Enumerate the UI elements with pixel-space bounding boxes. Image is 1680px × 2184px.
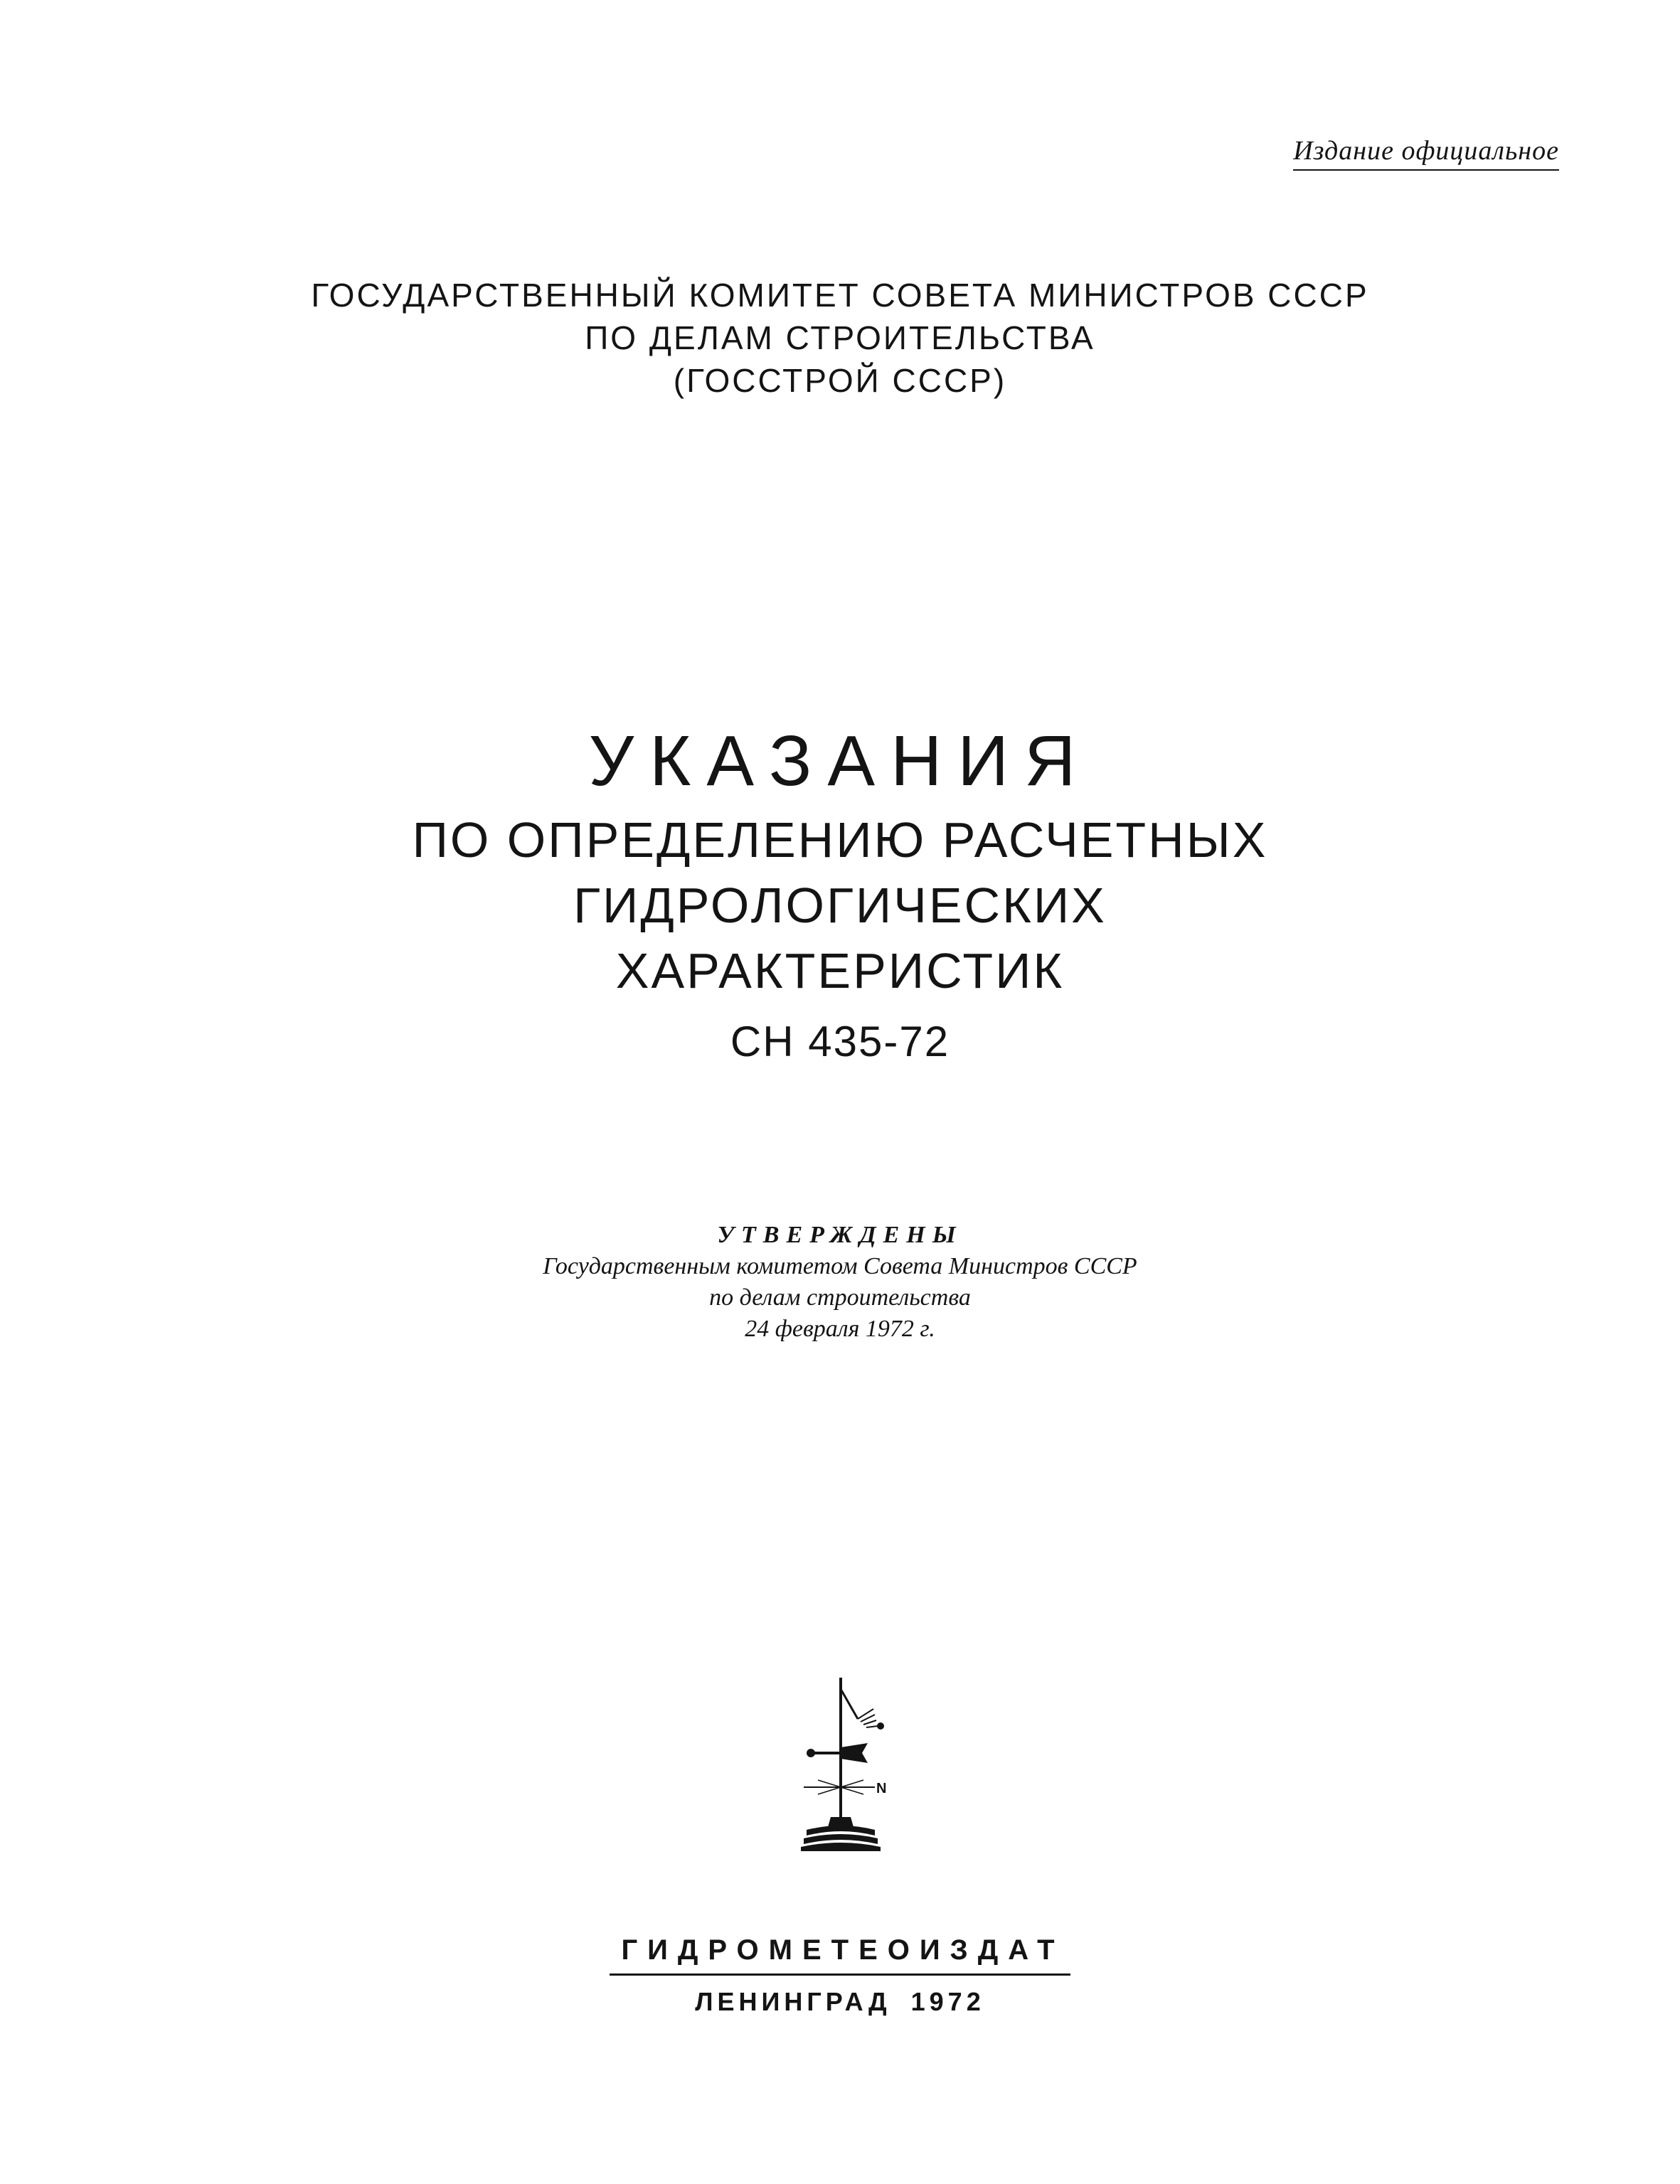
- approval-block: [0, 1220, 1680, 1345]
- approval-heading: УТВЕРЖДЕНЫ: [717, 1222, 963, 1248]
- agency-line-3: (ГОССТРОЙ СССР): [673, 362, 1007, 399]
- publication-year: 1972: [910, 1987, 985, 2016]
- agency-line-2: ПО ДЕЛАМ СТРОИТЕЛЬСТВА: [585, 319, 1095, 356]
- approval-line-2: по делам строительства: [709, 1284, 971, 1311]
- publisher-name: ГИДРОМЕТЕОИЗДАТ: [610, 1934, 1070, 1976]
- document-code: СН 435-72: [730, 1018, 950, 1065]
- publisher-city: ЛЕНИНГРАД: [695, 1987, 891, 2016]
- approval-line-3: 24 февраля 1972 г.: [745, 1316, 935, 1342]
- publisher-imprint: [0, 1987, 1680, 2017]
- weather-vane-icon: [797, 1675, 910, 1853]
- title-line-2: ГИДРОЛОГИЧЕСКИХ: [573, 878, 1107, 933]
- title-line-3: ХАРАКТЕРИСТИК: [615, 943, 1065, 998]
- approval-line-1: Государственным комитетом Совета Министров СССР: [543, 1253, 1137, 1279]
- publisher-block: [0, 1934, 1680, 2017]
- title-line-1: ПО ОПРЕДЕЛЕНИЮ РАСЧЕТНЫХ: [412, 812, 1268, 868]
- document-title: [0, 715, 1680, 1003]
- official-edition-mark: Издание официальное: [1293, 135, 1559, 171]
- agency-header: [0, 274, 1680, 402]
- agency-line-1: ГОСУДАРСТВЕННЫЙ КОМИТЕТ СОВЕТА МИНИСТРОВ СССР: [311, 277, 1369, 314]
- title-main: УКАЗАНИЯ: [588, 721, 1092, 801]
- compass-north-label: N: [876, 1781, 887, 1796]
